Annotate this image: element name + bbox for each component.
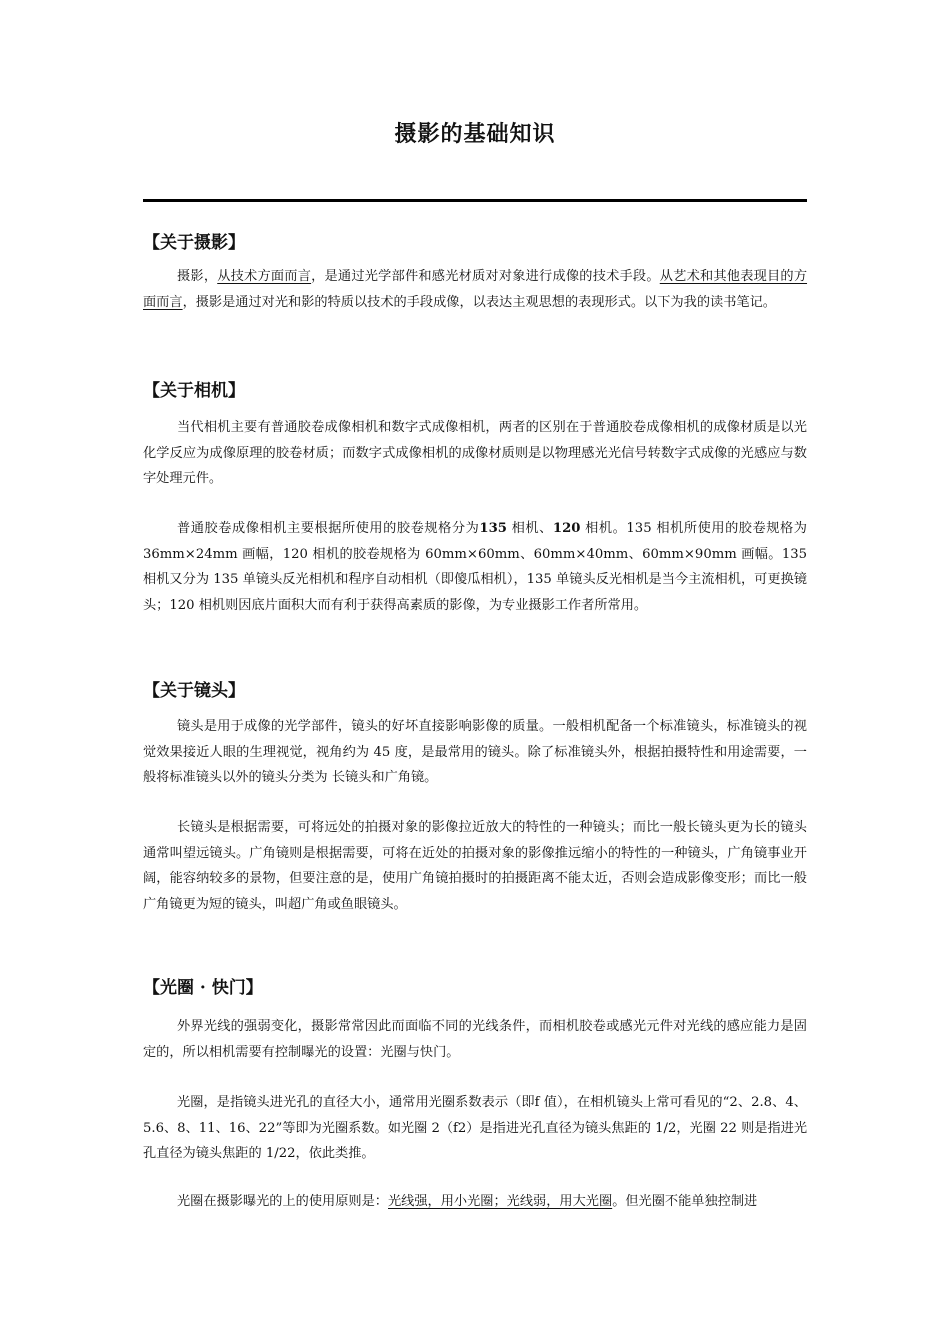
title-divider (143, 199, 807, 202)
section-heading-photography: 【关于摄影】 (143, 233, 245, 253)
paragraph-film-formats (143, 516, 807, 618)
section-heading-aperture-shutter: 【光圈 · 快门】 (143, 978, 263, 998)
underlined-phrase: 光线强，用小光圈；光线弱，用大光圈 (388, 1194, 613, 1209)
paragraph-aperture-usage (143, 1189, 807, 1215)
text-run: 摄影， (177, 269, 218, 284)
paragraph-tele-wide-lens: 长镜头是根据需要，可将远处的拍摄对象的影像拉近放大的特性的一种镜头；而比一般长镜头更为长的镜头通常叫望远镜头。广角镜则是根据需要，可将在近处的拍摄对象的影像推远缩小的特性的一种镜头，广角镜事业开阔，能容纳较多的景物，但要注意的是，使用广角镜拍摄时的拍摄距离不能太近，否则会造成影像变形；而比一般广角镜更为短的镜头，叫超广角或鱼眼镜头。 (143, 820, 807, 912)
paragraph-aperture-definition: 光圈，是指镜头进光孔的直径大小，通常用光圈系数表示（即f 值），在相机镜头上常可看见的“2、2.8、4、5.6、8、11、16、22”等即为光圈系数。如光圈 2（f2）是指进光孔直径为镜头焦距的 1/2，光圈 22 则是指进光孔直径为镜头焦距的 1/22，依此类推。 (143, 1095, 808, 1161)
text-run: 光圈在摄影曝光的上的使用原则是： (177, 1194, 388, 1209)
bold-term: 120 (552, 521, 581, 536)
section-heading-lens: 【关于镜头】 (143, 681, 245, 701)
text-run: 相机。135 相机所使用的胶卷规格为 36mm×24mm 画幅，120 相机的胶卷规格为 60mm×60mm、60mm×40mm、60mm×90mm 画幅。135 相机又分为 135 单镜头反光相机和程序自动相机（即傻瓜相机），135 单镜头反光相机是当今主流相机，可更换镜头；120 相机则因底片面积大而有利于获得高素质的影像，为专业摄影工作者所常用。 (143, 521, 807, 613)
paragraph-exposure-control: 外界光线的强弱变化，摄影常常因此而面临不同的光线条件，而相机胶卷或感光元件对光线的感应能力是固定的，所以相机需要有控制曝光的设置：光圈与快门。 (143, 1019, 807, 1060)
text-run: ，是通过光学部件和感光材质对对象进行成像的技术手段。 (311, 269, 660, 284)
text-run: 相机、 (506, 521, 553, 536)
text-run: ，摄影是通过对光和影的特质以技术的手段成像，以表达主观思想的表现形式。以下为我的读书笔记。 (182, 294, 776, 310)
text-run: 。但光圈不能单独控制进 (612, 1194, 758, 1209)
text-run: 普通胶卷成像相机主要根据所使用的胶卷规格分为 (177, 521, 480, 536)
underlined-phrase: 从技术方面而言 (217, 269, 312, 284)
paragraph-photography-intro (143, 264, 807, 315)
paragraph-camera-types: 当代相机主要有普通胶卷成像相机和数字式成像相机，两者的区别在于普通胶卷成像相机的成像材质是以光化学反应为成像原理的胶卷材质；而数字式成像相机的成像材质则是以物理感光光信号转数字式成像的光感应与数字处理元件。 (143, 420, 807, 486)
document-title: 摄影的基础知识 (394, 121, 556, 147)
bold-term: 135 (479, 521, 507, 536)
section-heading-camera: 【关于相机】 (143, 381, 245, 401)
underlined-phrase: 从艺术和其他表现目的方面而言 (143, 269, 808, 310)
paragraph-standard-lens: 镜头是用于成像的光学部件，镜头的好坏直接影响影像的质量。一般相机配备一个标准镜头，标准镜头的视觉效果接近人眼的生理视觉，视角约为 45 度，是最常用的镜头。除了标准镜头外，根据拍摄特性和用途需要，一般将标准镜头以外的镜头分类为 长镜头和广角镜。 (143, 719, 807, 785)
